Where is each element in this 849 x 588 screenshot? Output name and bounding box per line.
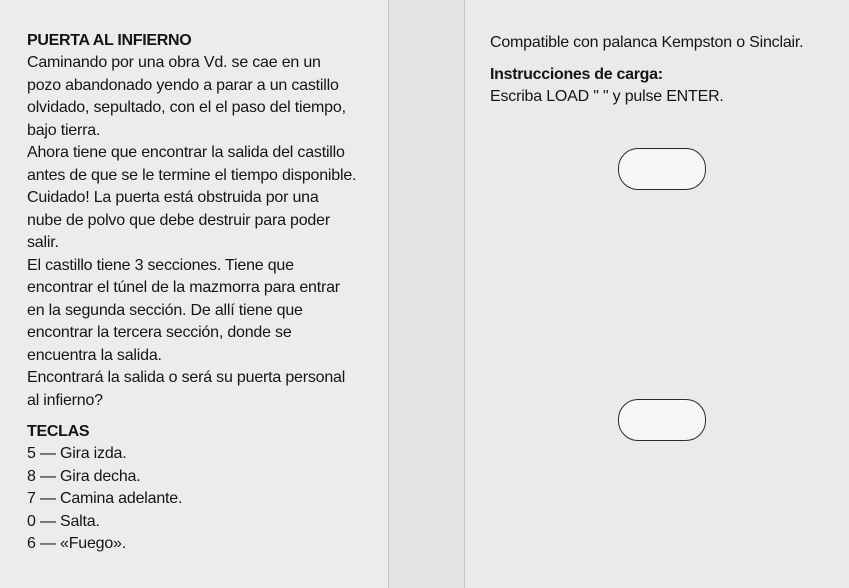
fold-line	[464, 0, 465, 588]
paragraph: Ahora tiene que encontrar la salida del castillo antes de que se le termine el tiempo disponible.	[27, 144, 357, 184]
spine-panel	[388, 0, 464, 588]
cassette-window-cutout	[618, 399, 706, 441]
paragraph: Caminando por una obra Vd. se cae en un pozo abandonado yendo a parar a un castillo olvidado, sepultado, con el el paso del tiempo, bajo tierra.	[27, 54, 346, 139]
paragraph: El castillo tiene 3 secciones. Tiene que encontrar el túnel de la mazmorra para entrar en la segunda sección. De allí tiene que encontrar la tercera sección, donde se encuentra la salida.	[27, 256, 340, 364]
key-list	[27, 443, 357, 556]
cassette-window-cutout	[618, 148, 706, 190]
paragraph: Cuidado! La puerta está obstruida por una nube de polvo que debe destruir para poder salir.	[27, 189, 330, 251]
key-item: 8 — Gira decha.	[27, 467, 141, 485]
game-title: PUERTA AL INFIERNO	[27, 32, 192, 49]
key-item: 0 — Salta.	[27, 512, 100, 530]
key-item: 5 — Gira izda.	[27, 445, 127, 462]
load-text: Escriba LOAD " " y pulse ENTER.	[490, 88, 724, 105]
game-description	[27, 30, 357, 556]
key-item: 6 — «Fuego».	[27, 535, 126, 552]
load-instructions	[490, 32, 820, 108]
compatibility-note: Compatible con palanca Kempston o Sinclair.	[490, 34, 804, 51]
fold-line	[388, 0, 389, 588]
key-item: 7 — Camina adelante.	[27, 490, 183, 507]
keys-title: TECLAS	[27, 423, 90, 440]
load-title: Instrucciones de carga:	[490, 66, 663, 83]
paragraph: Encontrará la salida o será su puerta personal al infierno?	[27, 369, 346, 409]
